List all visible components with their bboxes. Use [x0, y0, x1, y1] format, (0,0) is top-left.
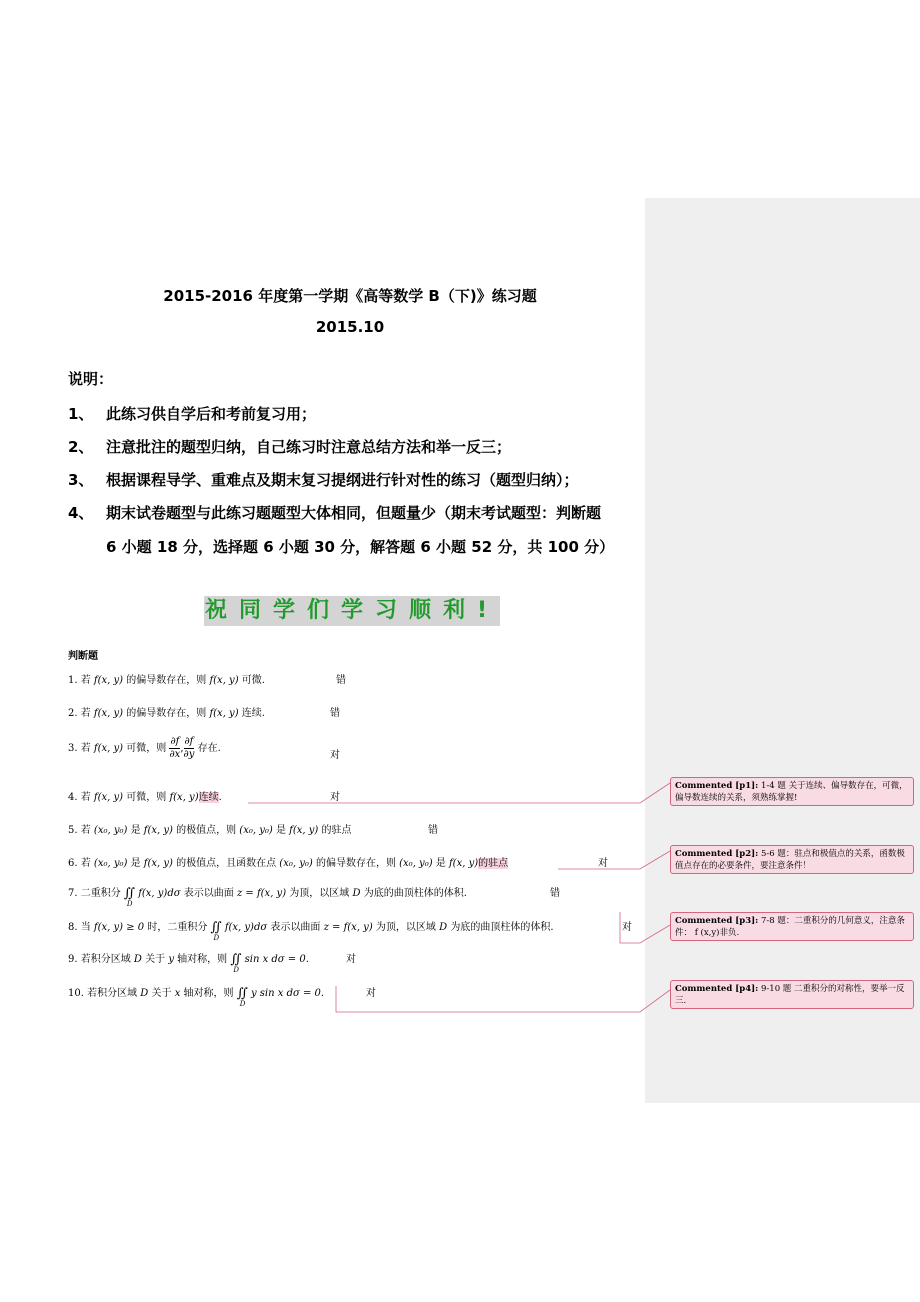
- denominator: ∂x: [169, 749, 181, 760]
- comment-tag: Commented [p2]:: [675, 849, 759, 859]
- comment-tag: Commented [p3]:: [675, 916, 759, 926]
- connector-p1: [248, 783, 670, 803]
- math-expression: f(x, y): [93, 743, 124, 754]
- math-expression: y sin x dσ = 0.: [250, 988, 325, 999]
- note-text: 根据课程导学、重难点及期末复习提纲进行针对性的练习（题型归纳）；: [106, 471, 579, 489]
- math-expression: f(x, y): [93, 792, 124, 803]
- section-heading: 判断题: [68, 651, 98, 662]
- math-expression: f(x, y)dσ: [224, 922, 268, 933]
- answer-2: 错: [330, 708, 340, 719]
- question-text: 6. 若: [68, 858, 91, 869]
- document-title: 2015-2016 年度第一学期《高等数学 B（下)》练习题: [163, 287, 537, 305]
- math-expression: x: [174, 988, 181, 999]
- comment-text: 9-10 题 二重积分的对称性，要举一反三.: [675, 984, 905, 1006]
- note-item-4-continued: 6 小题 18 分，选择题 6 小题 30 分，解答题 6 小题 52 分，共 100 分）: [106, 538, 615, 556]
- question-text: 是: [275, 825, 286, 836]
- math-expression: (x₀, y₀): [239, 825, 273, 836]
- question-text: 是: [130, 858, 141, 869]
- math-expression: f(x, y): [209, 708, 239, 719]
- math-expression: f(x, y): [169, 792, 199, 803]
- question-text: 为底的曲顶柱体的体积.: [363, 888, 467, 899]
- integral-sign: ∬: [230, 952, 242, 967]
- comment-text: 7-8 题：二重积分的几何意义，注意条件： f (x,y)非负.: [675, 916, 905, 938]
- numerator: ∂f: [184, 736, 194, 747]
- math-expression: sin x dσ = 0.: [244, 954, 309, 965]
- notes-heading: 说明：: [68, 370, 114, 388]
- document-date: 2015.10: [315, 318, 385, 336]
- integral-sign: ∬: [210, 920, 222, 935]
- integral-region: D: [233, 966, 239, 974]
- connector-p2: [558, 851, 670, 869]
- integral-region: D: [239, 1000, 246, 1008]
- integral-region: D: [126, 900, 133, 908]
- math-expression: f(x, y): [143, 825, 173, 836]
- question-text: 表示以曲面: [183, 888, 234, 899]
- question-text: 为顶，以区域: [289, 888, 350, 899]
- answer-6: 对: [598, 858, 608, 869]
- note-text: 此练习供自学后和考前复习用；: [106, 405, 317, 423]
- question-text: 连续.: [241, 708, 265, 719]
- question-text: 可微，则: [126, 743, 167, 754]
- comment-tag: Commented [p4]:: [675, 984, 759, 994]
- question-text: .: [218, 792, 222, 803]
- comment-p2[interactable]: [670, 845, 914, 874]
- math-expression: f(x, y): [209, 675, 239, 686]
- answer-3: 对: [330, 750, 340, 761]
- comment-text: 1-4 题 关于连续、偏导数存在，可微，偏导数连续的关系，须熟练掌握!: [675, 781, 908, 803]
- integral-sign: ∬: [236, 986, 248, 1001]
- question-text: 是: [130, 825, 141, 836]
- question-text: 为底的曲顶柱体的体积.: [450, 922, 554, 933]
- highlighted-text: 的驻点: [478, 858, 509, 869]
- answer-10: 对: [366, 988, 376, 999]
- question-text: 存在.: [197, 743, 221, 754]
- math-expression: (x₀, y₀): [279, 858, 313, 869]
- comment-p4[interactable]: [670, 980, 914, 1009]
- comment-p3[interactable]: [670, 912, 914, 941]
- answer-8: 对: [622, 922, 632, 933]
- math-expression: (x₀, y₀): [93, 858, 128, 869]
- answer-9: 对: [346, 954, 356, 965]
- math-expression: (x₀, y₀): [399, 858, 433, 869]
- connector-p3: [620, 912, 670, 943]
- note-text: 期末试卷题型与此练习题题型大体相同，但题量少（期末考试题型：判断题: [106, 504, 602, 522]
- math-expression: z = f(x, y): [323, 922, 373, 933]
- math-expression: f(x, y): [143, 858, 173, 869]
- numerator: ∂f: [170, 736, 180, 747]
- comment-tag: Commented [p1]:: [675, 781, 759, 791]
- question-text: 8. 当: [68, 922, 91, 933]
- question-3: 3. 若 f(x, y) 可微，则 $\frac{\partial f}{\partial x}$ , $\frac{\partial f}{\partial y}$ 存在.: [68, 736, 221, 760]
- math-expression: D: [439, 922, 448, 933]
- question-text: 2. 若: [68, 708, 91, 719]
- integral-sign: ∬: [123, 886, 135, 901]
- math-expression: f(x, y): [448, 858, 479, 869]
- answer-1: 错: [336, 675, 346, 686]
- question-text: 的极值点，且函数在点: [176, 858, 277, 869]
- math-expression: f(x, y)dσ: [138, 888, 181, 899]
- question-text: 为顶，以区域: [375, 922, 436, 933]
- math-expression: D: [352, 888, 361, 899]
- question-text: 10. 若积分区域: [68, 988, 138, 999]
- question-text: 轴对称，则: [183, 988, 234, 999]
- note-number: 2、: [68, 438, 94, 456]
- question-text: 的极值点，则: [176, 825, 237, 836]
- answer-5: 错: [428, 825, 438, 836]
- math-expression: f(x, y) ≥ 0: [93, 922, 145, 933]
- question-text: 的偏导数存在，则: [315, 858, 396, 869]
- question-text: 1. 若: [68, 675, 91, 686]
- question-text: 9. 若积分区域: [68, 954, 131, 965]
- note-text: 注意批注的题型归纳，自己练习时注意总结方法和举一反三；: [106, 438, 512, 456]
- answer-7: 错: [550, 888, 560, 899]
- question-text: 的偏导数存在，则: [126, 708, 207, 719]
- encouragement-banner: 祝同学们学习顺利!: [204, 596, 500, 626]
- math-expression: D: [140, 988, 149, 999]
- math-expression: f(x, y): [93, 708, 124, 719]
- math-expression: y: [168, 954, 174, 965]
- note-number: 3、: [68, 471, 94, 489]
- connector-p4: [336, 986, 670, 1012]
- highlighted-text: 连续: [198, 792, 219, 803]
- math-expression: f(x, y): [289, 825, 319, 836]
- math-expression: D: [133, 954, 142, 965]
- comment-text: 5-6 题：驻点和极值点的关系，函数极值点存在的必要条件，要注意条件！: [675, 849, 905, 871]
- question-text: 可微，则: [126, 792, 167, 803]
- integral-region: D: [213, 934, 220, 942]
- math-expression: z = f(x, y): [236, 888, 287, 899]
- comment-p1[interactable]: [670, 777, 914, 806]
- question-text: 表示以曲面: [270, 922, 321, 933]
- question-text: 关于: [151, 988, 172, 999]
- math-expression: (x₀, y₀): [93, 825, 128, 836]
- math-expression: f(x, y): [93, 675, 124, 686]
- question-text: 时，二重积分: [147, 922, 208, 933]
- question-text: 5. 若: [68, 825, 91, 836]
- question-text: 轴对称，则: [177, 954, 228, 965]
- note-number: 4、: [68, 504, 94, 522]
- question-text: 4. 若: [68, 792, 91, 803]
- answer-4: 对: [330, 792, 340, 803]
- question-text: 7. 二重积分: [68, 888, 121, 899]
- note-number: 1、: [68, 405, 94, 423]
- question-text: 3. 若: [68, 743, 91, 754]
- question-text: 是: [435, 858, 446, 869]
- question-text: 可微.: [241, 675, 265, 686]
- denominator: ∂y: [183, 749, 195, 760]
- question-text: 的偏导数存在，则: [126, 675, 207, 686]
- question-text: 的驻点: [321, 825, 352, 836]
- question-text: 关于: [145, 954, 166, 965]
